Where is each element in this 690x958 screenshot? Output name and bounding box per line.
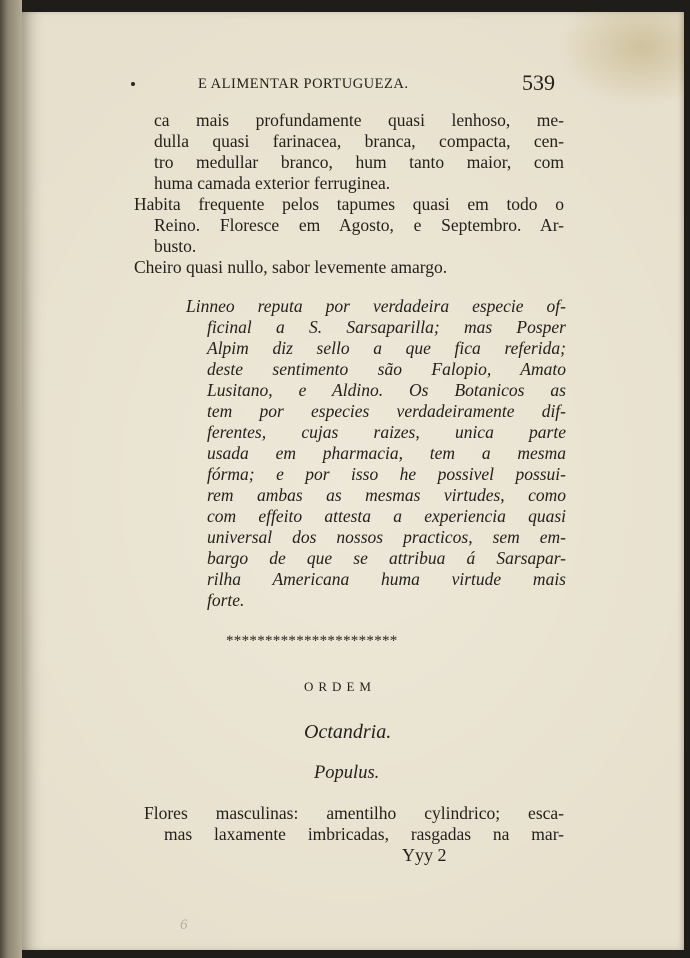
note-line: com effeito attesta a experiencia quasi [207, 506, 566, 526]
facing-page-edge [0, 0, 22, 958]
page-number: 539 [522, 70, 555, 95]
note-line: Alpim diz sello a que fica referida; [207, 338, 566, 358]
signature-mark: Yyy 2 [402, 845, 447, 865]
book-page [22, 12, 684, 950]
note-line: Lusitano, e Aldino. Os Botanicos as [207, 380, 566, 400]
note-line: usada em pharmacia, tem a mesma [207, 443, 566, 463]
section-label: ORDEM [304, 679, 376, 694]
asterisk-separator: ********************** [226, 633, 398, 649]
genus-name: Populus. [314, 763, 380, 783]
flower-description-line: Flores masculinas: amentilho cylindrico; esca- [144, 803, 564, 823]
order-name: Octandria. [304, 721, 392, 743]
smell-taste-line: Cheiro quasi nullo, sabor levemente amargo. [134, 257, 448, 277]
description-line: tro medullar branco, hum tanto maior, com [154, 152, 564, 172]
note-line: ficinal a S. Sarsaparilla; mas Posper [207, 317, 566, 337]
note-line: universal dos nossos practicos, sem em- [207, 527, 566, 547]
note-line: Linneo reputa por verdadeira especie of- [186, 296, 566, 316]
note-line: fórma; e por isso he possivel possui- [207, 464, 566, 484]
habitat-line: busto. [154, 236, 197, 256]
habitat-line: Habita frequente pelos tapumes quasi em todo o [134, 194, 564, 214]
note-line: forte. [207, 590, 245, 610]
note-line: ferentes, cujas raizes, unica parte [207, 422, 566, 442]
note-line: deste sentimento são Falopio, Amato [207, 359, 566, 379]
note-line: bargo de que se attribua á Sarsapar- [207, 548, 566, 568]
running-head: E ALIMENTAR PORTUGUEZA. [198, 76, 409, 92]
description-line: huma camada exterior ferruginea. [154, 173, 391, 193]
flower-description-line: mas laxamente imbricadas, rasgadas na mar- [164, 824, 564, 844]
note-line: tem por especies verdadeiramente dif- [207, 401, 566, 421]
ink-dot [131, 82, 135, 86]
habitat-line: Reino. Floresce em Agosto, e Septembro. Ar- [154, 215, 564, 235]
note-line: rilha Americana huma virtude mais [207, 569, 566, 589]
description-line: dulla quasi farinacea, branca, compacta, cen- [154, 131, 564, 151]
description-line: ca mais profundamente quasi lenhoso, me- [154, 110, 564, 130]
note-line: rem ambas as mesmas virtudes, como [207, 485, 566, 505]
pencil-annotation: 6 [180, 917, 188, 933]
